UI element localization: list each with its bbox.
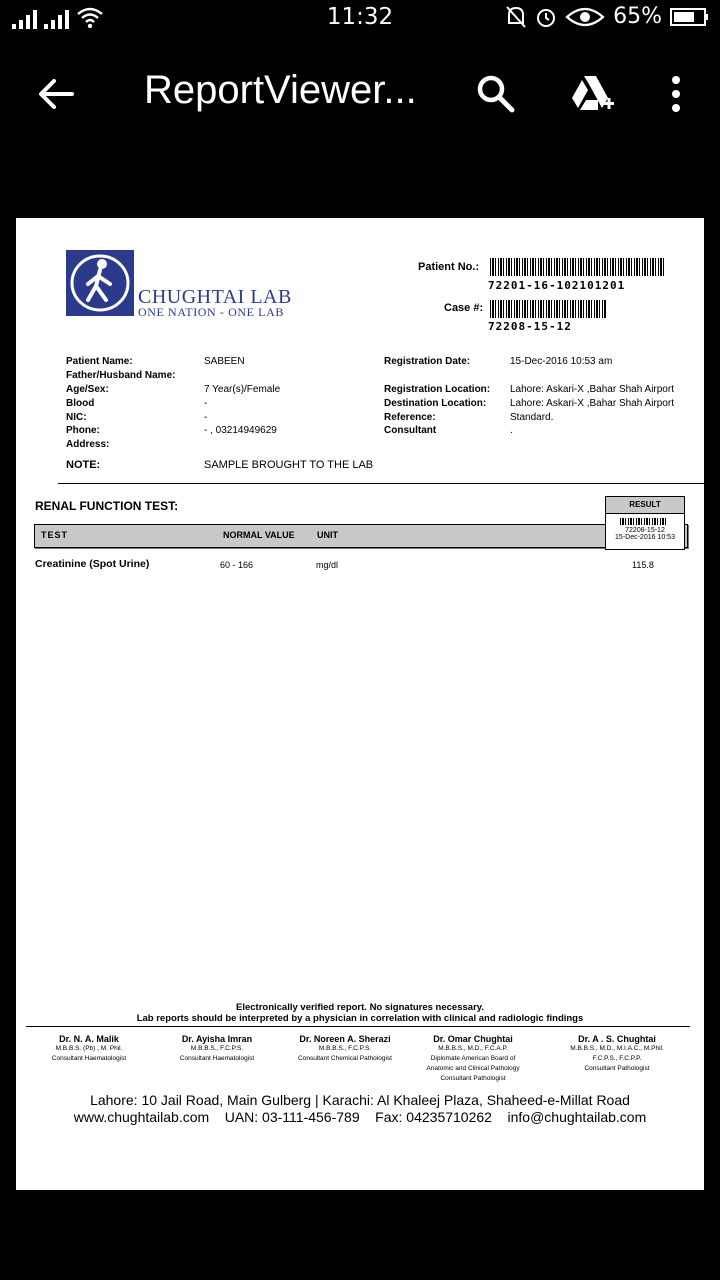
field-label-blood: Blood — [66, 398, 95, 409]
interpretation-notice: Lab reports should be interpreted by a physician in correlation with clinical and radiologic findings — [136, 1013, 584, 1024]
field-value-patient-name: SABEEN — [204, 356, 245, 367]
result-case: 72208-15-12 — [625, 527, 665, 534]
add-to-drive-icon[interactable] — [568, 72, 616, 116]
result-datetime: 15-Dec-2016 10:53 — [615, 534, 675, 541]
notifications-off-icon — [505, 5, 527, 29]
field-label-address: Address: — [66, 439, 110, 450]
doctor-credentials: F.C.P.S., F.C.P.P. — [592, 1055, 642, 1062]
alarm-icon — [535, 5, 557, 29]
field-label-age-sex: Age/Sex: — [66, 384, 109, 395]
back-arrow-icon[interactable] — [36, 74, 76, 114]
row-test-name: Creatinine (Spot Urine) — [35, 558, 150, 570]
doctor-title: Consultant Pathologist — [440, 1075, 506, 1082]
more-options-icon[interactable] — [664, 72, 688, 116]
note-label: NOTE: — [66, 459, 101, 471]
field-value-nic: - — [204, 412, 208, 423]
result-header: RESULT — [606, 497, 684, 514]
lab-name: CHUGHTAI LAB — [138, 286, 292, 308]
report-page — [16, 218, 704, 1190]
field-value-registration-date: 15-Dec-2016 10:53 am — [510, 356, 613, 367]
app-title: ReportViewer... — [144, 68, 417, 112]
doctor-title: Anatomic and Clinical Pathology — [426, 1065, 520, 1072]
lab-logo-icon — [66, 250, 134, 316]
field-value-reference: Standard. — [510, 412, 554, 423]
patient-barcode — [490, 258, 666, 276]
case-label: Case #: — [444, 302, 484, 314]
doctor-title: Diplomate American Board of — [430, 1055, 516, 1062]
note-value: SAMPLE BROUGHT TO THE LAB — [204, 459, 374, 471]
doctor-4 — [410, 1034, 536, 1084]
battery-percent: 65% — [613, 4, 662, 29]
doctor-name: Dr. Omar Chughtai — [433, 1034, 513, 1044]
doctor-name: Dr. Ayisha Imran — [181, 1034, 253, 1044]
footer-divider — [26, 1026, 690, 1027]
doctor-title: Consultant Haematologist — [179, 1055, 255, 1062]
doctor-credentials: M.B.B.S., F.C.P.S. — [318, 1045, 372, 1052]
doctor-credentials: M.B.B.S., F.C.P.S. — [190, 1045, 244, 1052]
doctor-credentials: M.B.B.S., M.D., F.C.A.P. — [438, 1045, 508, 1052]
field-value-registration-location: Lahore: Askari-X ,Bahar Shah Airport — [510, 384, 674, 395]
search-icon[interactable] — [474, 72, 518, 116]
field-label-consultant: Consultant — [384, 425, 437, 436]
field-value-phone: - , 03214949629 — [204, 425, 277, 436]
case-no-value: 72208-15-12 — [488, 320, 572, 333]
field-label-registration-location: Registration Location: — [384, 384, 491, 395]
field-label-father-name: Father/Husband Name: — [66, 370, 176, 381]
field-value-age-sex: 7 Year(s)/Female — [204, 384, 281, 395]
patient-no-value: 72201-16-102101201 — [488, 279, 626, 292]
doctor-credentials: M.B.B.S. (Pb) , M. Phil. — [55, 1045, 123, 1052]
footer-address: Lahore: 10 Jail Road, Main Gulberg | Karachi: Al Khaleej Plaza, Shaheed-e-Millat Road — [90, 1092, 630, 1108]
doctor-1 — [26, 1034, 152, 1064]
doctor-title: Consultant Pathologist — [584, 1065, 650, 1072]
field-label-nic: NIC: — [66, 412, 87, 423]
footer-contact: www.chughtailab.com UAN: 03-111-456-789 Fax: 04235710262 info@chughtailab.com — [73, 1109, 647, 1125]
status-time: 11:32 — [326, 4, 394, 30]
doctor-name: Dr. A . S. Chughtai — [578, 1034, 656, 1044]
app-bar — [0, 38, 720, 148]
doctor-title: Consultant Chemical Pathologist — [298, 1055, 392, 1062]
col-header-normal-value: NORMAL VALUE — [223, 530, 295, 540]
section-title: RENAL FUNCTION TEST: — [35, 499, 179, 513]
doctor-credentials: M.B.B.S., M.D., M.I.A.C., M.Phil. — [570, 1045, 664, 1052]
row-normal-value: 60 - 166 — [220, 560, 254, 570]
doctor-2 — [154, 1034, 280, 1064]
col-header-unit: UNIT — [317, 530, 338, 540]
row-unit: mg/dl — [316, 560, 339, 570]
field-value-blood: - — [204, 398, 208, 409]
doctor-5 — [554, 1034, 680, 1074]
doctor-3 — [282, 1034, 408, 1064]
field-label-phone: Phone: — [66, 425, 100, 436]
result-box — [605, 496, 685, 550]
field-value-destination-location: Lahore: Askari-X ,Bahar Shah Airport — [510, 398, 674, 409]
patient-no-label: Patient No.: — [418, 261, 480, 273]
doctor-name: Dr. N. A. Malik — [59, 1034, 119, 1044]
table-header — [34, 524, 688, 548]
row-result: 115.8 — [632, 560, 654, 570]
field-label-registration-date: Registration Date: — [384, 356, 471, 367]
col-header-test: TEST — [41, 530, 69, 540]
field-label-patient-name: Patient Name: — [66, 356, 133, 367]
field-label-destination-location: Destination Location: — [384, 398, 487, 409]
battery-icon — [670, 6, 710, 28]
lab-tagline: ONE NATION - ONE LAB — [138, 305, 284, 319]
verified-notice: Electronically verified report. No signatures necessary. — [236, 1002, 484, 1013]
field-value-consultant: . — [510, 425, 513, 436]
eye-icon — [565, 5, 605, 29]
status-bar — [0, 0, 720, 38]
case-barcode — [490, 300, 606, 318]
doctor-title: Consultant Haematologist — [51, 1055, 127, 1062]
doctor-name: Dr. Noreen A. Sherazi — [299, 1034, 391, 1044]
field-label-reference: Reference: — [384, 412, 436, 423]
result-barcode — [620, 518, 668, 525]
header-divider — [58, 483, 704, 484]
